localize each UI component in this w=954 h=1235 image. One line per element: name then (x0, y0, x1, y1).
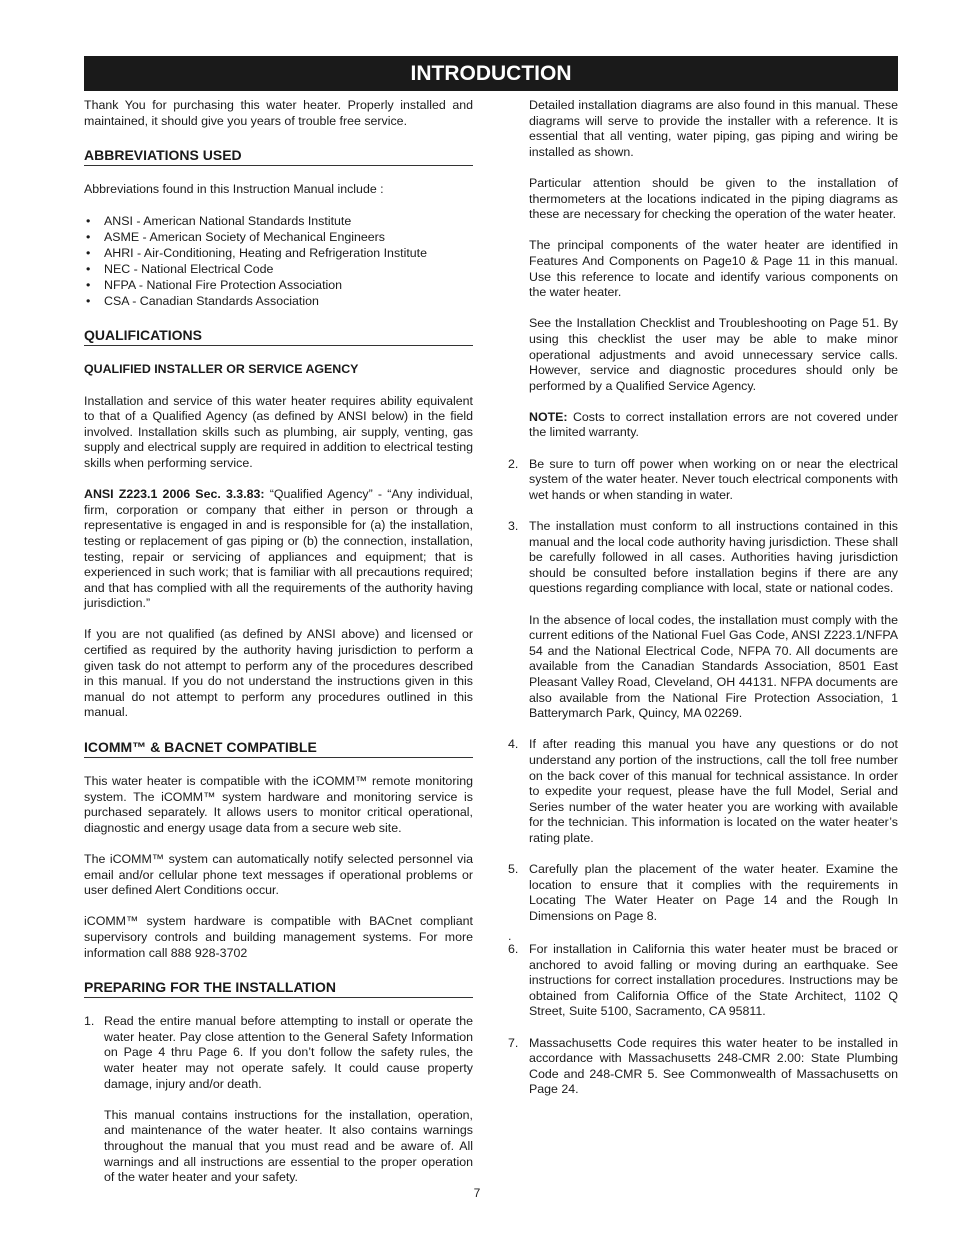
abbreviations-list (84, 213, 473, 309)
note-text: Costs to correct installation errors are not covered under the limited warranty. (529, 409, 898, 440)
diagrams-paragraph: Detailed installation diagrams are also found in this manual. These diagrams will serve to provide the installer with a reference. It is essential that all venting, water piping, gas piping and wiring be installed as shown. (529, 98, 898, 159)
list-item (84, 1014, 473, 1186)
item-1-continuation (508, 98, 898, 441)
list-item: • ANSI - American National Standards Institute (84, 213, 473, 229)
list-item: • NEC - National Electrical Code (84, 261, 473, 277)
list-item: • AHRI - Air-Conditioning, Heating and Refrigeration Institute (84, 245, 473, 261)
list-item (508, 942, 898, 1020)
list-item (508, 457, 898, 504)
list-item: • NFPA - National Fire Protection Association (84, 277, 473, 293)
list-item: • CSA - Canadian Standards Association (84, 293, 473, 309)
page-title: INTRODUCTION (84, 56, 898, 91)
left-column (84, 98, 473, 1201)
list-item (508, 1036, 898, 1098)
item-1-paragraph-2: This manual contains instructions for the installation, operation, and maintenance of the water heater. It also contains warnings throughout the manual that you must read and be aware of. All warnings and all instructions are essential to the proper operation of the water heater and your safety. (104, 1107, 473, 1185)
qualifications-heading: QUALIFICATIONS (84, 327, 473, 346)
item-number: 1. (84, 1014, 95, 1029)
item-number: 7. (508, 1035, 519, 1050)
ansi-text: “Qualified Agency” - “Any individual, firm, corporation or company that either in person or through a representative is engaged in and is responsible for (a) the installation, testing or replacement of gas piping or (b) the connection, installation, testing, repair or servicing of appliances and equipment; that is experienced in such work; that is familiar with all precautions required; and that has complied with all the requirements of the authority having jurisdiction.” (84, 487, 473, 611)
item-number: 5. (508, 862, 519, 877)
qualifications-paragraph: Installation and service of this water heater requires ability equivalent to that of a Qualified Agency (as defined by ANSI below) in the field involved. Installation skills such as plumbing, air supply, venting, gas supply and electrical supply are required in addition to electrical testing skills when performing service. (84, 393, 473, 470)
icomm-paragraph-3: iCOMM™ system hardware is compatible with BACnet compliant supervisory controls and building management systems. For more information call 888 928-3702 (84, 914, 473, 960)
components-paragraph: The principal components of the water heater are identified in Features And Components on Page10 & Page 11 in this manual. Use this reference to locate and identify various components on the water heater. (529, 238, 898, 300)
abbreviations-heading: ABBREVIATIONS USED (84, 147, 473, 166)
item-number: 3. (508, 519, 519, 534)
list-item: • ASME - American Society of Mechanical Engineers (84, 229, 473, 245)
thermometers-paragraph: Particular attention should be given to the installation of thermometers at the locations indicated in the piping diagrams as these are necessary for checking the operation of the water heater. (529, 175, 898, 222)
item-3-paragraph-2: In the absence of local codes, the installation must comply with the current editions of the National Fuel Gas Code, ANSI Z223.1/NFPA 54 and the National Electrical Code, NFPA 70. All documents are available from the Canadian Standards Association, 8501 East Pleasant Valley Road, Cleveland, OH 44131. NFPA documents are also available from the National Fire Protection Association, 1 Batterymarch Park, Quincy, MA 02269. (529, 612, 898, 721)
item-3-paragraph-1: The installation must conform to all instructions contained in this manual and the local code authority having jurisdiction. These shall be carefully followed in all cases. Authorities having jurisdiction should be consulted before installation begins if there are any questions regarding compliance with local, state or national codes. (529, 519, 898, 596)
item-5-text: Carefully plan the placement of the water heater. Examine the location to ensure that it complies with the requirements in Locating The Water Heater on Page 14 and the Rough In Dimensions on Page 8. (529, 862, 898, 923)
ansi-definition (84, 487, 473, 612)
item-number: 2. (508, 456, 519, 471)
item-4-text: If after reading this manual you have any questions or do not understand any portion of the instructions, call the toll free number on the back cover of this manual for technical assistance. In order to expedite your request, please have the full Model, Serial and Series number of the water heater you are working with available for the technician. This information is located on the water heater’s rating plate. (529, 737, 898, 845)
preparing-heading: PREPARING FOR THE INSTALLATION (84, 979, 473, 998)
intro-paragraph: Thank You for purchasing this water heater. Properly installed and maintained, it should give you years of trouble free service. (84, 98, 473, 128)
icomm-paragraph-2: The iCOMM™ system can automatically notify selected personnel via email and/or cellular phone text messages if operational problems or user defined Alert Conditions occur. (84, 852, 473, 898)
list-item (508, 862, 898, 924)
item-number: 6. (508, 942, 519, 957)
right-column (508, 98, 898, 1114)
page-number: 7 (473, 1186, 481, 1200)
stray-period: . (508, 929, 512, 944)
icomm-heading: ICOMM™ & BACNET COMPATIBLE (84, 739, 473, 758)
list-item (508, 737, 898, 846)
item-7-text: Massachusetts Code requires this water heater to be installed in accordance with Massachusetts 248-CMR 2.00: State Plumbing Code and 248-CMR 5. See Commonwealth of Massachusetts on Page 24. (529, 1035, 898, 1097)
note-label: NOTE: (529, 409, 568, 424)
note-paragraph (529, 410, 898, 441)
qualified-installer-subheading: QUALIFIED INSTALLER OR SERVICE AGENCY (84, 362, 359, 377)
checklist-paragraph: See the Installation Checklist and Troubleshooting on Page 51. By using this checklist the user may be able to make minor operational adjustments and avoid unnecessary service calls. However, service and diagnostic procedures should only be performed by a Qualified Service Agency. (529, 316, 898, 393)
icomm-paragraph-1: This water heater is compatible with the iCOMM™ remote monitoring system. The iCOMM™ system hardware and monitoring service is purchased separately. It allows users to monitor critical operational, diagnostic and energy usage data from a secure web site. (84, 774, 473, 835)
list-item (508, 519, 898, 722)
item-number: 4. (508, 737, 519, 752)
abbreviations-intro: Abbreviations found in this Instruction Manual include : (84, 182, 384, 197)
ansi-label: ANSI Z223.1 2006 Sec. 3.3.83: (84, 487, 265, 502)
item-6-text: For installation in California this water heater must be braced or anchored to avoid falling or moving during an earthquake. See instructions for correct installation procedures. Instructions may be obtained from California Office of the State Architect, 1102 Q Street, Suite 5100, Sacramento, CA 95811. (529, 942, 898, 1019)
item-1-paragraph-1: Read the entire manual before attempting to install or operate the water heater. Pay close attention to the General Safety Information on Page 4 thru Page 6. If you don’t follow the safety rules, the water heater may not operate safely. It could cause property damage, injury and/or death. (104, 1014, 473, 1091)
item-2-text: Be sure to turn off power when working on or near the electrical system of the water heater. Never touch electrical components with wet hands or when standing in water. (529, 456, 898, 502)
not-qualified-paragraph: If you are not qualified (as defined by ANSI above) and licensed or certified as required by the authority having jurisdiction to perform a given task do not attempt to perform any of the procedures described in this manual. If you do not understand the instructions given in this manual do not attempt to perform any procedures outlined in this manual. (84, 627, 473, 720)
